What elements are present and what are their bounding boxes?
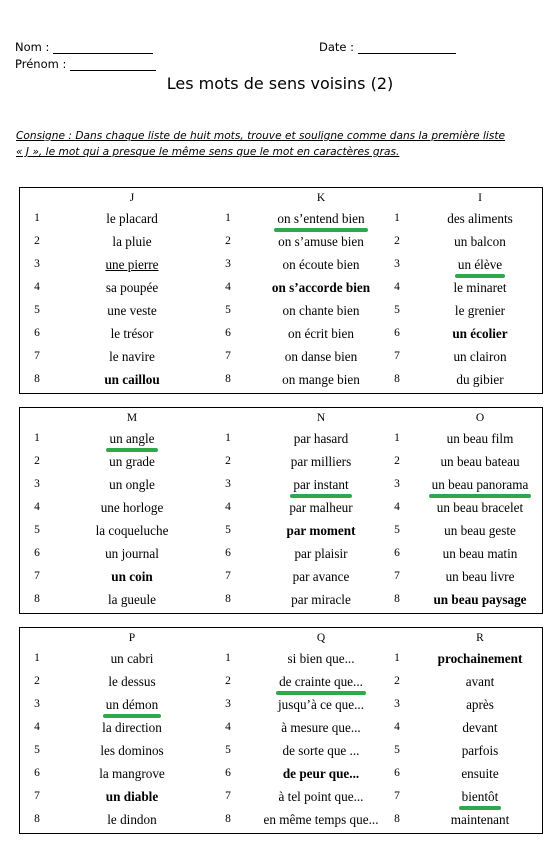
list-word[interactable] — [405, 720, 555, 736]
list-word[interactable] — [405, 454, 555, 470]
word-text: par hasard — [293, 431, 349, 446]
word-text: ensuite — [461, 766, 499, 781]
answer-underline — [103, 714, 161, 718]
list-word[interactable] — [246, 349, 396, 365]
word-text: un diable — [105, 789, 159, 804]
list-word[interactable] — [57, 280, 207, 296]
word-text: à tel point que... — [278, 789, 364, 804]
word-text: un angle — [109, 431, 155, 446]
word-text: le minaret — [453, 280, 507, 295]
word-text: une pierre — [105, 257, 159, 272]
word-text: le dessus — [108, 674, 156, 689]
word-list-box — [19, 407, 543, 614]
item-number: 8 — [394, 813, 400, 825]
item-number: 5 — [394, 744, 400, 756]
word-text: un démon — [105, 697, 159, 712]
word-text: un balcon — [454, 234, 506, 249]
firstname-label: Prénom : — [15, 57, 67, 71]
word-text: prochainement — [437, 651, 523, 666]
word-text: un beau panorama — [431, 477, 529, 492]
word-text: on chante bien — [282, 303, 360, 318]
item-number: 1 — [394, 432, 400, 444]
item-number: 7 — [225, 790, 231, 802]
list-word[interactable] — [405, 743, 555, 759]
list-word[interactable] — [57, 326, 207, 342]
item-number: 2 — [394, 235, 400, 247]
item-number: 2 — [225, 235, 231, 247]
word-text: un élève — [457, 257, 503, 272]
page-title: Les mots de sens voisins (2) — [166, 74, 394, 93]
word-text: de peur que... — [282, 766, 360, 781]
list-word[interactable] — [246, 569, 396, 585]
list-word[interactable] — [405, 234, 555, 250]
word-list-box — [19, 627, 543, 834]
word-text: à mesure que... — [281, 720, 361, 735]
word-text: parfois — [461, 743, 499, 758]
word-text: un caillou — [104, 372, 160, 387]
item-number: 5 — [225, 524, 231, 536]
word-text: on danse bien — [284, 349, 358, 364]
list-word[interactable] — [246, 500, 396, 516]
list-word[interactable] — [57, 454, 207, 470]
item-number: 3 — [394, 478, 400, 490]
word-text: par instant — [293, 477, 349, 492]
list-word[interactable] — [405, 812, 555, 828]
list-word[interactable] — [57, 743, 207, 759]
list-letter: N — [316, 412, 326, 424]
list-word[interactable] — [246, 257, 396, 273]
item-number: 7 — [394, 570, 400, 582]
reference-word[interactable] — [405, 651, 555, 667]
item-number: 1 — [34, 212, 40, 224]
list-word[interactable] — [57, 500, 207, 516]
item-number: 3 — [34, 258, 40, 270]
instruction-line-1: Dans chaque liste de huit mots, trouve et souligne comme dans la première liste — [75, 130, 506, 142]
list-word[interactable] — [405, 697, 555, 713]
answer-word[interactable] — [57, 697, 207, 713]
list-letter: P — [128, 632, 136, 644]
list-word[interactable] — [405, 280, 555, 296]
word-text: par moment — [286, 523, 356, 538]
item-number: 8 — [394, 593, 400, 605]
item-number: 3 — [394, 698, 400, 710]
answer-word[interactable] — [246, 477, 396, 493]
word-text: on écoute bien — [282, 257, 360, 272]
item-number: 5 — [225, 744, 231, 756]
item-number: 8 — [225, 813, 231, 825]
list-letter: O — [475, 412, 485, 424]
list-word[interactable] — [57, 651, 207, 667]
item-number: 1 — [225, 432, 231, 444]
list-word[interactable] — [246, 789, 396, 805]
word-text: de crainte que... — [279, 674, 363, 689]
date-line — [358, 41, 456, 54]
word-text: une horloge — [100, 500, 164, 515]
answer-word[interactable] — [246, 674, 396, 690]
list-word[interactable] — [57, 766, 207, 782]
item-number: 4 — [34, 281, 40, 293]
answer-underline — [276, 691, 366, 695]
list-word[interactable] — [246, 303, 396, 319]
item-number: 5 — [34, 744, 40, 756]
list-word[interactable] — [57, 477, 207, 493]
list-word[interactable] — [57, 546, 207, 562]
list-word[interactable] — [246, 431, 396, 447]
item-number: 4 — [225, 281, 231, 293]
list-letter: M — [126, 412, 138, 424]
item-number: 6 — [225, 547, 231, 559]
word-text: par malheur — [289, 500, 353, 515]
list-word[interactable] — [246, 651, 396, 667]
list-word[interactable] — [405, 523, 555, 539]
word-text: un coin — [111, 569, 153, 584]
instruction-line-2: « J », le mot qui a presque le même sens que le mot en caractères gras. — [16, 146, 400, 158]
item-number: 4 — [394, 281, 400, 293]
item-number: 2 — [394, 675, 400, 687]
word-text: la coqueluche — [95, 523, 169, 538]
word-text: sa poupée — [105, 280, 159, 295]
word-text: un beau matin — [442, 546, 518, 561]
item-number: 2 — [394, 455, 400, 467]
answer-word[interactable] — [57, 257, 207, 273]
item-number: 4 — [225, 721, 231, 733]
name-label: Nom : — [15, 40, 50, 54]
item-number: 5 — [394, 524, 400, 536]
item-number: 6 — [34, 327, 40, 339]
answer-word[interactable] — [405, 477, 555, 493]
list-word[interactable] — [57, 674, 207, 690]
answer-underline — [106, 448, 157, 452]
word-text: par avance — [292, 569, 350, 584]
word-text: le trésor — [110, 326, 154, 341]
word-text: du gibier — [456, 372, 504, 387]
word-text: devant — [462, 720, 498, 735]
list-word[interactable] — [246, 720, 396, 736]
list-word[interactable] — [246, 326, 396, 342]
item-number: 7 — [34, 790, 40, 802]
word-text: un beau bracelet — [436, 500, 524, 515]
list-word[interactable] — [246, 812, 396, 828]
item-number: 5 — [34, 524, 40, 536]
item-number: 7 — [394, 350, 400, 362]
word-text: des aliments — [447, 211, 513, 226]
list-word[interactable] — [405, 372, 555, 388]
list-letter: R — [476, 632, 484, 644]
item-number: 7 — [225, 570, 231, 582]
item-number: 4 — [34, 721, 40, 733]
word-text: on s’amuse bien — [278, 234, 364, 249]
item-number: 4 — [34, 501, 40, 513]
firstname-field — [15, 57, 156, 71]
item-number: 6 — [225, 327, 231, 339]
list-word[interactable] — [405, 766, 555, 782]
list-word[interactable] — [246, 743, 396, 759]
firstname-line — [70, 58, 156, 71]
answer-underline — [455, 274, 505, 278]
list-letter: Q — [316, 632, 326, 644]
item-number: 3 — [225, 478, 231, 490]
word-text: bientôt — [461, 789, 499, 804]
word-text: un cabri — [110, 651, 154, 666]
word-text: de sorte que ... — [282, 743, 360, 758]
word-text: on écrit bien — [288, 326, 354, 341]
item-number: 7 — [394, 790, 400, 802]
item-number: 5 — [394, 304, 400, 316]
list-word[interactable] — [405, 211, 555, 227]
answer-underline — [290, 494, 351, 498]
instruction-prefix: Consigne : — [16, 130, 76, 142]
word-text: un beau bateau — [440, 454, 520, 469]
word-text: le grenier — [454, 303, 506, 318]
reference-word[interactable] — [57, 789, 207, 805]
list-word[interactable] — [57, 349, 207, 365]
list-word[interactable] — [57, 211, 207, 227]
item-number: 3 — [34, 478, 40, 490]
word-text: le placard — [106, 211, 158, 226]
item-number: 1 — [225, 652, 231, 664]
word-text: la mangrove — [99, 766, 165, 781]
item-number: 5 — [225, 304, 231, 316]
item-number: 4 — [394, 721, 400, 733]
item-number: 3 — [394, 258, 400, 270]
list-word[interactable] — [405, 303, 555, 319]
word-text: après — [466, 697, 494, 712]
item-number: 4 — [225, 501, 231, 513]
item-number: 3 — [34, 698, 40, 710]
item-number: 6 — [394, 767, 400, 779]
item-number: 2 — [225, 455, 231, 467]
item-number: 2 — [34, 235, 40, 247]
item-number: 6 — [34, 547, 40, 559]
list-word[interactable] — [405, 431, 555, 447]
list-word[interactable] — [405, 546, 555, 562]
item-number: 5 — [34, 304, 40, 316]
list-letter: K — [316, 192, 326, 204]
word-text: un écolier — [452, 326, 508, 341]
answer-word[interactable] — [405, 789, 555, 805]
item-number: 1 — [34, 652, 40, 664]
item-number: 8 — [34, 813, 40, 825]
word-list-box — [19, 187, 543, 394]
list-word[interactable] — [246, 234, 396, 250]
reference-word[interactable] — [405, 592, 555, 608]
item-number: 8 — [225, 593, 231, 605]
date-field — [319, 40, 456, 54]
date-label: Date : — [319, 40, 355, 54]
list-word[interactable] — [246, 546, 396, 562]
answer-underline — [459, 806, 502, 810]
word-text: un beau livre — [445, 569, 515, 584]
word-text: un clairon — [453, 349, 507, 364]
word-text: un beau film — [446, 431, 514, 446]
word-text: une veste — [107, 303, 157, 318]
answer-word[interactable] — [246, 211, 396, 227]
list-word[interactable] — [246, 592, 396, 608]
list-word[interactable] — [246, 454, 396, 470]
answer-word[interactable] — [405, 257, 555, 273]
list-word[interactable] — [405, 500, 555, 516]
list-word[interactable] — [405, 349, 555, 365]
word-text: maintenant — [450, 812, 510, 827]
reference-word[interactable] — [246, 280, 396, 296]
item-number: 6 — [225, 767, 231, 779]
list-word[interactable] — [57, 234, 207, 250]
reference-word[interactable] — [246, 766, 396, 782]
word-text: un beau paysage — [433, 592, 527, 607]
name-line — [53, 41, 153, 54]
list-word[interactable] — [57, 720, 207, 736]
list-letter: J — [129, 192, 135, 204]
list-word[interactable] — [57, 592, 207, 608]
word-text: on s’entend bien — [277, 211, 365, 226]
word-text: jusqu’à ce que... — [277, 697, 365, 712]
word-text: la gueule — [108, 592, 156, 607]
word-text: en même temps que... — [263, 812, 379, 827]
word-text: la direction — [102, 720, 162, 735]
answer-word[interactable] — [57, 431, 207, 447]
reference-word[interactable] — [405, 326, 555, 342]
item-number: 3 — [225, 698, 231, 710]
list-word[interactable] — [246, 697, 396, 713]
list-word[interactable] — [246, 372, 396, 388]
item-number: 3 — [225, 258, 231, 270]
item-number: 7 — [34, 570, 40, 582]
item-number: 1 — [394, 212, 400, 224]
item-number: 6 — [394, 547, 400, 559]
word-text: la pluie — [112, 234, 152, 249]
list-word[interactable] — [405, 569, 555, 585]
list-word[interactable] — [57, 523, 207, 539]
word-text: le navire — [109, 349, 155, 364]
reference-word[interactable] — [57, 372, 207, 388]
item-number: 6 — [34, 767, 40, 779]
item-number: 1 — [225, 212, 231, 224]
word-text: par miracle — [291, 592, 351, 607]
reference-word[interactable] — [57, 569, 207, 585]
word-text: les dominos — [100, 743, 164, 758]
word-text: le dindon — [107, 812, 157, 827]
word-text: si bien que... — [287, 651, 355, 666]
list-word[interactable] — [57, 303, 207, 319]
answer-underline — [429, 494, 532, 498]
item-number: 2 — [225, 675, 231, 687]
item-number: 8 — [225, 373, 231, 385]
list-word[interactable] — [57, 812, 207, 828]
item-number: 8 — [34, 373, 40, 385]
item-number: 1 — [34, 432, 40, 444]
word-text: on s’accorde bien — [271, 280, 371, 295]
item-number: 7 — [225, 350, 231, 362]
word-text: un journal — [105, 546, 159, 561]
item-number: 1 — [394, 652, 400, 664]
item-number: 6 — [394, 327, 400, 339]
list-letter: I — [478, 192, 482, 204]
name-field — [15, 40, 153, 54]
word-text: on mange bien — [282, 372, 360, 387]
reference-word[interactable] — [246, 523, 396, 539]
item-number: 2 — [34, 675, 40, 687]
item-number: 4 — [394, 501, 400, 513]
instruction — [16, 128, 546, 160]
word-text: un beau geste — [444, 523, 516, 538]
item-number: 7 — [34, 350, 40, 362]
list-word[interactable] — [405, 674, 555, 690]
word-text: avant — [465, 674, 495, 689]
item-number: 8 — [34, 593, 40, 605]
answer-underline — [274, 228, 367, 232]
word-text: un grade — [109, 454, 155, 469]
item-number: 2 — [34, 455, 40, 467]
word-text: par plaisir — [294, 546, 348, 561]
item-number: 8 — [394, 373, 400, 385]
word-text: par milliers — [290, 454, 352, 469]
word-text: un ongle — [109, 477, 155, 492]
